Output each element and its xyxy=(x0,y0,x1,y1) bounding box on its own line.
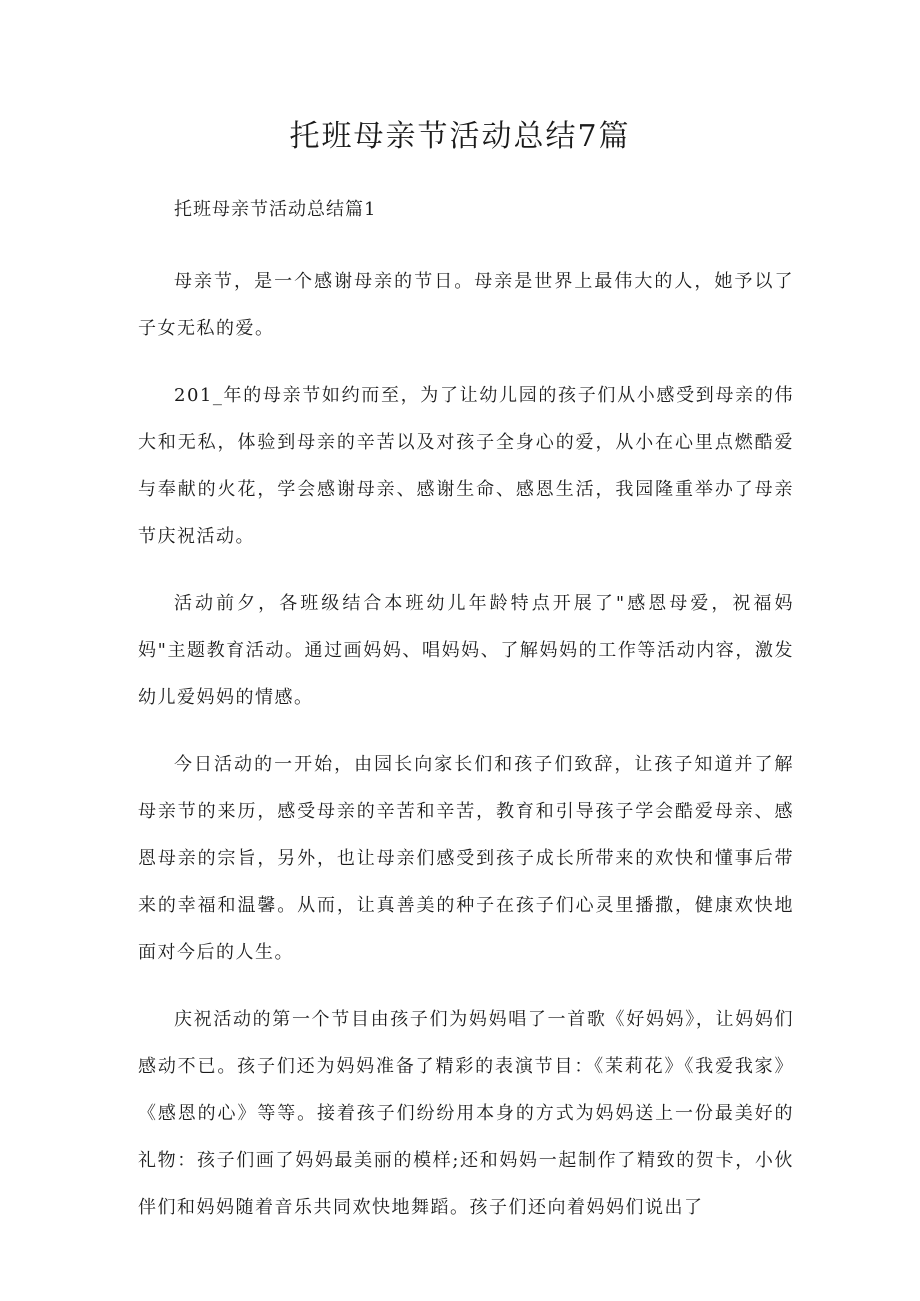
paragraph-5: 庆祝活动的第一个节目由孩子们为妈妈唱了一首歌《好妈妈》，让妈妈们感动不已。孩子们还为妈妈准备了精彩的表演节目：《茉莉花》《我爱我家》《感恩的心》等等。接着孩子们纷纷用本身的方式为妈妈送上一份最美好的礼物：孩子们画了妈妈最美丽的模样;还和妈妈一起制作了精致的贺卡，小伙伴们和妈妈随着音乐共同欢快地舞蹈。孩子们还向着妈妈们说出了 xyxy=(138,1009,794,1218)
paragraph-3: 活动前夕，各班级结合本班幼儿年龄特点开展了"感恩母爱，祝福妈妈"主题教育活动。通过画妈妈、唱妈妈、了解妈妈的工作等活动内容，激发幼儿爱妈妈的情感。 xyxy=(138,593,794,708)
paragraph-4: 今日活动的一开始，由园长向家长们和孩子们致辞，让孩子知道并了解母亲节的来历，感受母亲的辛苦和辛苦，教育和引导孩子学会酷爱母亲、感恩母亲的宗旨，另外，也让母亲们感受到孩子成长所带来的欢快和懂事后带来的幸福和温馨。从而，让真善美的种子在孩子们心灵里播撒，健康欢快地面对今后的人生。 xyxy=(138,754,794,963)
paragraph-1: 母亲节，是一个感谢母亲的节日。母亲是世界上最伟大的人，她予以了子女无私的爱。 xyxy=(138,271,794,339)
document-title: 托班母亲节活动总结7篇 xyxy=(289,119,631,154)
document-body xyxy=(138,186,794,1251)
paragraph-2: 201_年的母亲节如约而至，为了让幼儿园的孩子们从小感受到母亲的伟大和无私，体验到母亲的辛苦以及对孩子全身心的爱，从小在心里点燃酷爱与奉献的火花，学会感谢母亲、感谢生命、感恩生活，我园隆重举办了母亲节庆祝活动。 xyxy=(138,385,794,547)
section-heading: 托班母亲节活动总结篇1 xyxy=(174,199,377,220)
